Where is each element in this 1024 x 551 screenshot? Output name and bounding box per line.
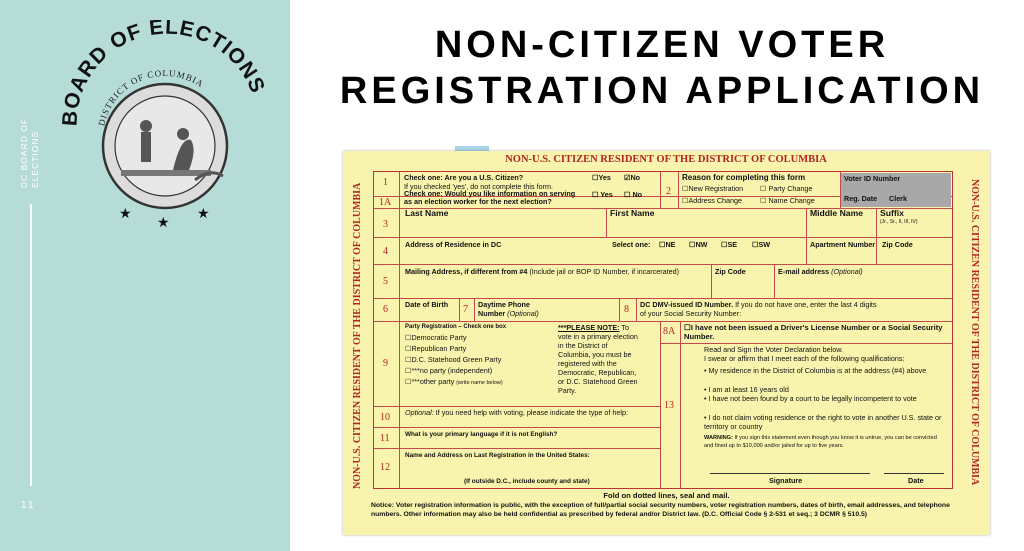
mailing-label: Mailing Address, if different from #4 (Include jail or BOP ID Number, if incarcerated)	[405, 267, 680, 276]
no-license-option: ☐I have not been issued a Driver's License Number or a Social Security Number.	[684, 323, 943, 341]
q1-yes-option: ☐Yes	[592, 173, 611, 182]
reason-new: ☐New Registration	[682, 184, 744, 193]
dmv-note: of your Social Security Number:	[640, 309, 742, 318]
zip-label: Zip Code	[882, 240, 913, 249]
qualification-4: • I do not claim voting residence or the right to vote in another U.S. state or territory or country	[704, 413, 942, 431]
row-number-1: 1	[383, 177, 388, 188]
qualification-3: • I have not been found by a court to be legally incompetent to vote	[704, 394, 917, 403]
party-title: Party Registration – Check one box	[405, 324, 507, 330]
registration-form-image	[343, 151, 990, 535]
q1a-yes-option: ☐ Yes	[592, 190, 613, 199]
sidebar-divider	[30, 204, 32, 486]
quadrant-ne: ☐NE	[659, 240, 676, 249]
form-grid	[373, 171, 953, 489]
quadrant-sw: ☐SW	[752, 240, 771, 249]
row-number-4: 4	[383, 246, 388, 257]
q1-no-option: ☑No	[624, 173, 641, 182]
q1-note: If you checked 'yes', do not complete this form.	[404, 182, 553, 191]
reason-title: Reason for completing this form	[682, 173, 806, 182]
row-number-10: 10	[380, 412, 390, 423]
title-line-2: REGISTRATION APPLICATION	[339, 70, 985, 112]
last-name-label: Last Name	[405, 208, 449, 218]
row-number-8: 8	[624, 304, 629, 315]
party-none: ☐***no party (independent)	[405, 366, 493, 375]
last-registration-label: Name and Address on Last Registration in the United States:	[405, 452, 590, 459]
slide-number: 11	[21, 500, 36, 511]
form-side-text-left: NON-U.S. CITIZEN RESIDENT OF THE DISTRICT OF COLUMBIA	[352, 182, 363, 489]
quadrant-nw: ☐NW	[689, 240, 708, 249]
warning-text: WARNING: If you sign this statement even though you know it is untrue, you can be convicted and fined up to $10,000 and/or jailed for up to five years.	[704, 435, 937, 449]
language-label: What is your primary language if it is not English?	[405, 431, 558, 438]
clerk-label: Clerk	[889, 194, 907, 203]
page-title	[300, 22, 1024, 114]
suffix-label: Suffix	[880, 208, 904, 218]
suffix-hint: (Jr., Sr., II, III, IV)	[880, 219, 918, 225]
email-label: E-mail address (Optional)	[778, 267, 863, 276]
row-number-6: 6	[383, 304, 388, 315]
signature-label: Signature	[769, 476, 803, 485]
row-number-5: 5	[383, 276, 388, 287]
sidebar-vertical-label: DC BOARD OF ELECTIONS	[19, 117, 40, 188]
middle-name-label: Middle Name	[810, 208, 864, 218]
svg-text:★: ★	[119, 206, 132, 222]
fold-instruction: Fold on dotted lines, seal and mail.	[603, 491, 730, 500]
qualification-1: • My residence in the District of Columbia is at the address (#4) above	[704, 366, 927, 375]
row-number-8a: 8A	[663, 326, 676, 337]
q1a-label: Check one: Would you like information on serving as an election worker for the next election?	[404, 189, 576, 206]
party-democratic: ☐Democratic Party	[405, 333, 467, 342]
mail-zip-label: Zip Code	[715, 267, 746, 276]
form-side-text-right: NON-U.S. CITIZEN RESIDENT OF THE DISTRICT OF COLUMBIA	[969, 179, 980, 486]
svg-text:★: ★	[197, 206, 210, 222]
reason-party: ☐ Party Change	[760, 184, 813, 193]
seal-arc-text: BOARD OF ELECTIONS	[58, 20, 270, 127]
row-number-12: 12	[380, 462, 390, 473]
row-number-3: 3	[383, 219, 388, 230]
quadrant-se: ☐SE	[721, 240, 738, 249]
row-number-13: 13	[664, 400, 674, 411]
party-other: ☐***other party (write name below)	[405, 377, 503, 386]
qualification-2: • I am at least 16 years old	[704, 385, 789, 394]
row-number-2: 2	[666, 186, 671, 197]
seal-inner-text: DISTRICT OF COLUMBIA	[96, 67, 206, 127]
dmv-label: DC DMV-issued ID Number. If you do not have one, enter the last 4 digits	[640, 300, 877, 309]
phone-label-2: Number (Optional)	[478, 309, 539, 318]
voter-id-label: Voter ID Number	[844, 174, 901, 183]
phone-label: Daytime Phone	[478, 300, 530, 309]
privacy-notice: Notice: Voter registration information is public, with the exception of full/partial social security numbers, voter registration numbers, dates of birth, email addresses, and telephone numbers. Other information may also be held confidential as prescribed by federal and/or District law. (D.C. Official Code § 2-531 et seq.; 3 DCMR § 510.5)	[371, 502, 950, 518]
seal-stars	[119, 206, 210, 231]
row-number-7: 7	[463, 304, 468, 315]
address-label: Address of Residence in DC	[405, 240, 502, 249]
row-number-11: 11	[380, 433, 390, 444]
sidebar-panel	[0, 0, 290, 551]
last-registration-note: (If outside D.C., include county and state)	[464, 478, 590, 485]
first-name-label: First Name	[610, 208, 655, 218]
please-note-block: ***PLEASE NOTE: To vote in a primary election in the District of Columbia, you must be registered with the Democratic, Republican, or D.C. Statehood Green Party.	[558, 323, 638, 395]
dob-label: Date of Birth	[405, 300, 449, 309]
party-statehood-green: ☐D.C. Statehood Green Party	[405, 355, 502, 364]
help-label: Optional: If you need help with voting, please indicate the type of help:	[405, 408, 628, 417]
board-of-elections-seal	[55, 20, 275, 235]
svg-text:★: ★	[157, 215, 170, 231]
select-one-label: Select one:	[612, 240, 651, 249]
form-header: NON-U.S. CITIZEN RESIDENT OF THE DISTRICT OF COLUMBIA	[505, 154, 827, 165]
reason-name: ☐ Name Change	[760, 196, 815, 205]
party-republican: ☐Republican Party	[405, 344, 467, 353]
apartment-label: Apartment Number	[810, 240, 876, 249]
q1-label: Check one: Are you a U.S. Citizen?	[404, 173, 524, 182]
q1a-no-option: ☐ No	[624, 190, 643, 199]
declaration-intro: Read and Sign the Voter Declaration below.	[704, 345, 844, 354]
reason-address: ☐Address Change	[682, 196, 742, 205]
reg-date-label: Reg. Date	[844, 194, 878, 203]
date-label: Date	[908, 476, 924, 485]
row-number-1a: 1A	[379, 197, 392, 208]
declaration-swear: I swear or affirm that I meet each of the following qualifications:	[704, 354, 905, 363]
row-number-9: 9	[383, 358, 388, 369]
title-line-1: NON-CITIZEN VOTER	[434, 24, 890, 66]
